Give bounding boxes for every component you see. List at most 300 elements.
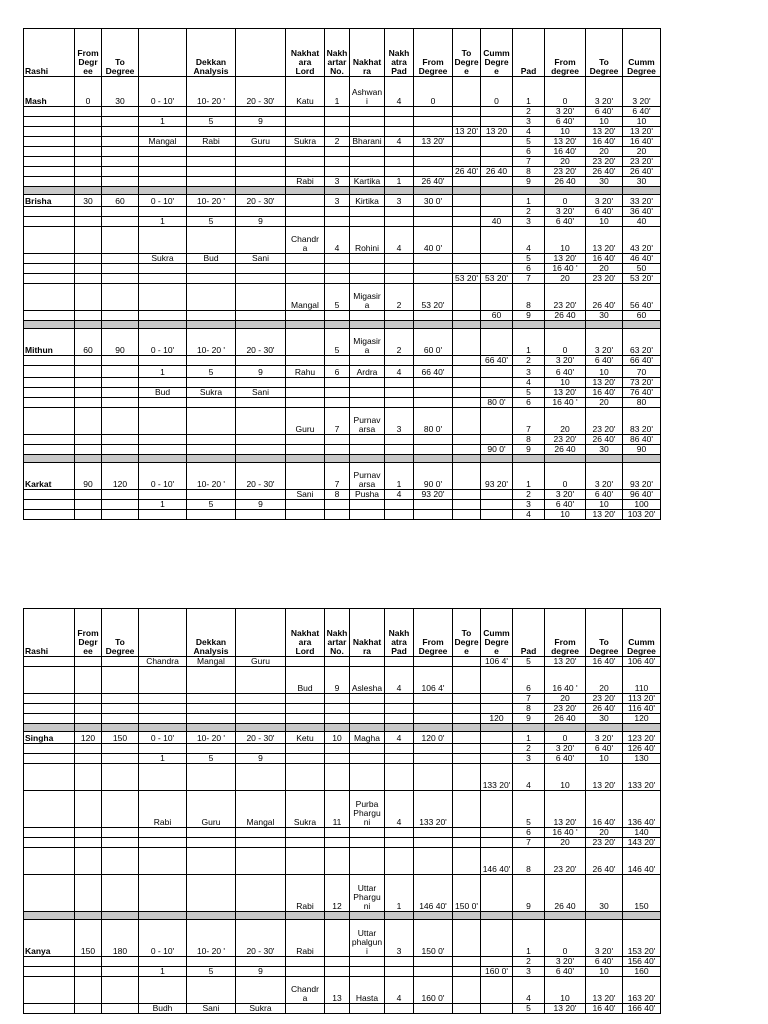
table-cell: 86 40' [623,435,661,445]
table-cell [385,157,414,167]
table-row [24,274,661,284]
separator-row [24,912,661,920]
table-row [24,167,661,177]
table-cell: 113 20' [623,694,661,704]
table-cell: 23 20' [545,284,586,311]
rashi-cell [24,977,75,1004]
table-cell [75,967,102,977]
table-row [24,490,661,500]
table-cell: 1 [139,500,187,510]
table-cell: 13 20' [545,388,586,398]
rashi-cell [24,378,75,388]
table-cell [414,311,453,321]
table-cell: Bud [139,388,187,398]
table-cell [453,356,481,366]
table-cell: 106 40' [623,657,661,667]
table-cell [75,510,102,520]
table-cell [75,657,102,667]
separator-cell [350,912,385,920]
rashi-cell [24,117,75,127]
table-row [24,694,661,704]
table-cell: 150 0' [453,875,481,912]
table-cell [187,284,236,311]
table-cell [350,127,385,137]
table-cell [187,838,236,848]
table-cell [286,117,325,127]
table-cell [481,875,513,912]
table-cell: 5 [325,329,350,356]
table-cell: 5 [513,254,545,264]
table-cell: 10 [586,117,623,127]
table-cell [453,408,481,435]
table-cell [414,510,453,520]
table-cell: 3 20' [586,463,623,490]
header-cell: Nakh artar No. [325,29,350,77]
table-cell: 7 [325,463,350,490]
table-cell [414,264,453,274]
table-cell: 0 [545,195,586,207]
header-cell: To Degree [102,29,139,77]
table-cell: 146 40' [623,848,661,875]
table-cell [385,848,414,875]
table-cell [75,107,102,117]
table-cell [187,167,236,177]
rashi-cell [24,435,75,445]
table-cell: 4 [325,227,350,254]
table-cell: 9 [513,714,545,724]
table-cell: 90 [75,463,102,490]
table-cell: 3 20' [586,920,623,957]
table-cell [102,408,139,435]
table-cell [350,107,385,117]
table-cell: 16 40 ' [545,398,586,408]
table-cell: 163 20' [623,977,661,1004]
table-cell: 16 40' [545,147,586,157]
table-cell [385,356,414,366]
table-cell [286,264,325,274]
table-cell: 20 [545,694,586,704]
table-cell: 146 40' [414,875,453,912]
table-cell: Purnav arsa [350,463,385,490]
table-cell: Migasir a [350,329,385,356]
table-cell [102,744,139,754]
table-cell [75,714,102,724]
separator-cell [187,912,236,920]
table-cell [453,764,481,791]
table-row [24,329,661,356]
table-cell: 80 0' [414,408,453,435]
table-cell [414,435,453,445]
separator-cell [102,912,139,920]
table-cell: 60 0' [414,329,453,356]
table-cell [481,195,513,207]
table-cell [325,828,350,838]
table-cell: 9 [513,875,545,912]
separator-cell [513,912,545,920]
separator-cell [545,321,586,329]
table-cell [102,754,139,764]
table-cell [139,828,187,838]
table-cell: 3 [325,195,350,207]
table-cell: 26 40 [545,445,586,455]
table-cell [453,1004,481,1014]
table-cell [481,137,513,147]
table-cell [102,167,139,177]
table-cell [102,274,139,284]
table-cell: Uttar phalgun i [350,920,385,957]
table-cell [102,207,139,217]
table-cell [236,875,286,912]
separator-cell [414,455,453,463]
header-cell: Nakhat ara Lord [286,29,325,77]
table-row [24,264,661,274]
header-cell: Rashi [24,29,75,77]
table-cell [139,848,187,875]
table-cell [481,157,513,167]
table-cell [102,356,139,366]
separator-cell [187,187,236,195]
table-cell: 10- 20 ' [187,463,236,490]
table-cell [75,177,102,187]
separator-cell [513,321,545,329]
table-cell [102,217,139,227]
separator-cell [545,912,586,920]
table-cell [187,848,236,875]
table-cell: 1 [325,77,350,107]
table-cell [325,838,350,848]
header-cell: To Degre e [453,29,481,77]
table-cell [481,378,513,388]
table-cell: 6 [513,398,545,408]
table-row [24,207,661,217]
table-row [24,732,661,744]
table-cell: 9 [325,667,350,694]
table-cell: 6 40' [623,107,661,117]
table-cell: Mangal [139,137,187,147]
rashi-cell [24,445,75,455]
table-cell [139,227,187,254]
table-cell [286,500,325,510]
table-cell [453,195,481,207]
table-cell [453,500,481,510]
table-cell [385,510,414,520]
table-cell [187,177,236,187]
rashi-cell: Kanya [24,920,75,957]
table-cell [236,274,286,284]
table-cell: 80 0' [481,398,513,408]
table-cell [350,274,385,284]
table-cell [286,435,325,445]
table-cell: 20 [586,264,623,274]
table-cell [453,435,481,445]
table-cell: 6 40' [545,117,586,127]
table-cell [75,1004,102,1014]
table-cell: Sukra [139,254,187,264]
table-cell: 6 40' [545,967,586,977]
table-cell: 6 40' [586,107,623,117]
table-row [24,657,661,667]
header-cell: To Degree [102,609,139,657]
table-cell: 8 [513,284,545,311]
separator-cell [236,724,286,732]
separator-cell [325,187,350,195]
rashi-cell [24,254,75,264]
header-cell: To Degree [586,29,623,77]
table-cell [286,388,325,398]
header-cell [236,29,286,77]
separator-cell [453,912,481,920]
table-cell: 96 40' [623,490,661,500]
table-cell: 93 20' [414,490,453,500]
table-cell [75,704,102,714]
table-cell [286,838,325,848]
table-cell [139,147,187,157]
table-cell: Guru [286,408,325,435]
table-cell: 5 [187,967,236,977]
table-cell [350,744,385,754]
table-cell [75,764,102,791]
table-cell: 1 [513,77,545,107]
table-cell [75,838,102,848]
table-row [24,848,661,875]
table-cell [286,714,325,724]
table-row [24,227,661,254]
table-cell [75,398,102,408]
table-cell: 30 [102,77,139,107]
table-cell: Sani [187,1004,236,1014]
table-cell [325,754,350,764]
separator-cell [139,455,187,463]
separator-cell [385,187,414,195]
table-cell: Purba Phargu ni [350,791,385,828]
table-row [24,147,661,157]
table-cell [414,957,453,967]
table-cell [236,284,286,311]
table-cell: 5 [513,657,545,667]
table-cell [350,838,385,848]
separator-cell [139,187,187,195]
table-cell: 60 [102,195,139,207]
table-cell: 26 40' [586,848,623,875]
table-cell [453,311,481,321]
table-cell [187,356,236,366]
rashi-cell [24,157,75,167]
table-cell: 5 [513,1004,545,1014]
separator-cell [385,724,414,732]
table-cell [325,274,350,284]
table-cell [236,744,286,754]
table-cell: 126 40' [623,744,661,754]
header-cell: To Degree [586,609,623,657]
table-cell [325,147,350,157]
table-cell: 43 20' [623,227,661,254]
table-cell: 20 - 30' [236,195,286,207]
rashi-cell: Singha [24,732,75,744]
table-cell: 1 [513,195,545,207]
table-row [24,408,661,435]
separator-cell [24,321,75,329]
table-cell: 160 [623,967,661,977]
table-cell: Guru [187,791,236,828]
table-cell: 0 [545,920,586,957]
table-cell: 9 [236,500,286,510]
table-cell [286,967,325,977]
table-cell [453,366,481,378]
table-cell [481,264,513,274]
separator-cell [187,321,236,329]
table-cell [350,967,385,977]
table-cell: Rabi [286,177,325,187]
header-cell: Cumm Degree [623,609,661,657]
table-cell: 10 [545,378,586,388]
table-cell: Sukra [286,791,325,828]
table-cell: 150 [623,875,661,912]
table-cell [453,77,481,107]
table-cell [350,398,385,408]
table-cell: 30 [586,311,623,321]
table-cell [350,445,385,455]
table-cell: 8 [325,490,350,500]
separator-cell [325,912,350,920]
table-cell: 20 [545,157,586,167]
table-cell: 9 [236,117,286,127]
table-cell [187,490,236,500]
table-cell: 93 20' [481,463,513,490]
table-cell [187,764,236,791]
separator-cell [545,455,586,463]
table-cell [481,704,513,714]
table-cell [286,657,325,667]
table-cell [139,838,187,848]
table-cell [414,657,453,667]
table-cell: 50 [623,264,661,274]
header-cell: From Degr ee [75,29,102,77]
table-cell [139,274,187,284]
table-cell: 10- 20 ' [187,195,236,207]
table-cell [350,828,385,838]
rashi-cell [24,408,75,435]
table-cell: 140 [623,828,661,838]
header-cell: To Degre e [453,609,481,657]
table-cell: 2 [513,107,545,117]
table-cell: 130 [623,754,661,764]
table-cell: Sani [236,254,286,264]
table-cell [414,828,453,838]
table-cell [286,744,325,754]
separator-cell [325,724,350,732]
rashi-cell [24,137,75,147]
table-cell [481,744,513,754]
table-cell [286,378,325,388]
table-cell [236,147,286,157]
header-row [24,29,661,77]
table-cell: 23 20' [586,408,623,435]
table-cell [75,254,102,264]
table-cell [453,510,481,520]
table-cell [286,694,325,704]
table-cell [385,167,414,177]
table-cell [286,274,325,284]
table-cell: 4 [513,378,545,388]
table-cell: 16 40 ' [545,667,586,694]
table-cell [453,791,481,828]
table-cell: 2 [325,137,350,147]
table-cell [414,967,453,977]
separator-cell [481,724,513,732]
table-cell [102,227,139,254]
separator-cell [187,724,236,732]
table-cell: 3 20' [586,329,623,356]
table-cell [102,967,139,977]
table-cell [385,828,414,838]
table-cell: 20 [586,667,623,694]
separator-cell [325,321,350,329]
table-cell [453,329,481,356]
table-cell [414,107,453,117]
table-cell: 0 - 10' [139,732,187,744]
table-row [24,463,661,490]
table-cell [325,356,350,366]
separator-cell [453,187,481,195]
table-row [24,667,661,694]
table-cell: 120 [481,714,513,724]
table-cell [236,838,286,848]
table-cell [325,920,350,957]
nakshatra-table-1 [23,28,661,520]
table-cell: 10 [325,732,350,744]
table-cell [350,848,385,875]
table-cell [187,957,236,967]
table-cell [102,137,139,147]
table-cell [75,490,102,500]
table-cell [325,657,350,667]
table-cell: 13 20' [586,378,623,388]
table-cell [414,445,453,455]
table-cell [481,732,513,744]
table-cell [286,311,325,321]
table-row [24,764,661,791]
rashi-cell [24,274,75,284]
table-cell [350,378,385,388]
table-cell [187,311,236,321]
table-cell [75,667,102,694]
table-cell [187,435,236,445]
table-cell: 7 [513,157,545,167]
table-cell [75,366,102,378]
table-cell [453,714,481,724]
header-cell: From Degree [414,609,453,657]
header-cell: Nakh artar No. [325,609,350,657]
table-cell: 13 20' [545,791,586,828]
header-cell: From Degree [414,29,453,77]
table-cell [236,957,286,967]
table-cell [453,657,481,667]
separator-cell [586,321,623,329]
table-cell [286,356,325,366]
separator-cell [453,724,481,732]
table-cell [236,127,286,137]
table-cell [187,408,236,435]
table-cell [385,311,414,321]
table-cell [286,207,325,217]
table-cell: Rohini [350,227,385,254]
table-cell: 3 [513,366,545,378]
table-cell [102,311,139,321]
table-cell [236,510,286,520]
table-cell [414,704,453,714]
table-cell: 23 20' [545,435,586,445]
table-cell [350,435,385,445]
